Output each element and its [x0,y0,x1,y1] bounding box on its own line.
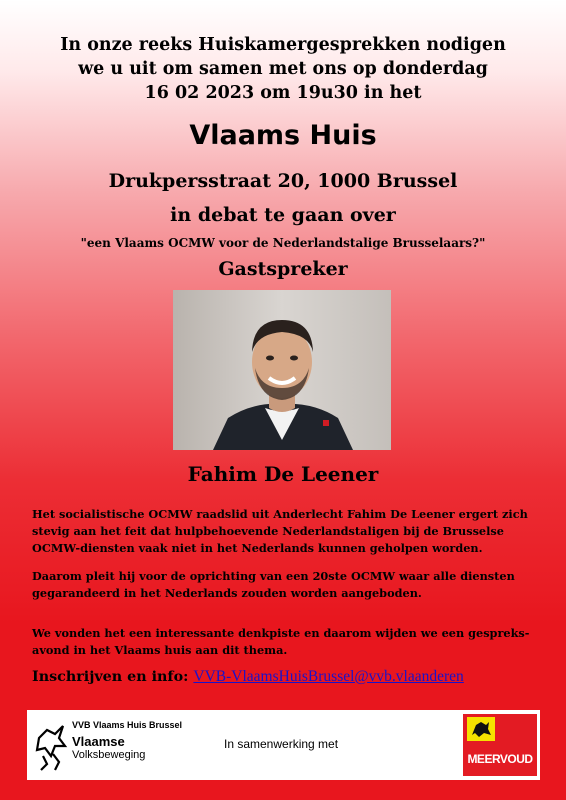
intro-line-1: In onze reeks Huiskamergesprekken nodigen [60,35,506,55]
speaker-portrait-icon [173,290,391,450]
signup-line [32,666,552,688]
event-description: We vonden het een interessante denkpiste en daarom wijden we een gespreks-avond in het Vlaams huis aan dit thema. [32,626,530,657]
guest-speaker-heading: Gastspreker [218,258,348,280]
footer-bar [27,710,540,780]
venue-address: Drukpersstraat 20, 1000 Brussel [108,170,458,192]
debate-intro: in debat te gaan over [170,204,396,226]
speaker-description: Het socialistische OCMW raadslid uit Anderlecht Fahim De Leener ergert zich stevig aan het feit dat hulpbehoevende Nederlandstaligen bij de Brusselse OCMW-diensten vaak niet in het Nederlands kunnen geholpen worden. [32,507,528,555]
intro-line-3: 16 02 2023 om 19u30 in het [144,83,422,103]
debate-topic: "een Vlaams OCMW voor de Nederlandstalige Brusselaars?" [80,236,486,250]
org-name-line-3: Volksbeweging [72,749,146,761]
signup-email-link[interactable]: VVB-VlaamsHuisBrussel@vvb.vlaanderen [193,668,464,685]
collaboration-text: In samenwerking met [224,737,339,751]
org-name-line-2: Vlaamse [72,734,125,749]
partner-logo [463,714,537,776]
signup-label: Inschrijven en info: [32,669,189,685]
proposal-description: Daarom pleit hij voor de oprichting van een 20ste OCMW waar alle diensten gegarandeerd in het Nederlands zouden worden aangeboden. [32,569,515,600]
speaker-name: Fahim De Leener [187,462,379,486]
intro-line-2: we u uit om samen met ons op donderdag [78,59,488,79]
vvb-lion-logo-icon [33,716,69,774]
speaker-photo [173,290,391,450]
org-name: VVB Vlaams Huis Brussel [72,720,183,730]
venue-title: Vlaams Huis [189,120,377,151]
partner-lion-icon [467,717,495,741]
invitation-intro [0,33,566,105]
partner-name: MEERVOUD [467,752,533,766]
